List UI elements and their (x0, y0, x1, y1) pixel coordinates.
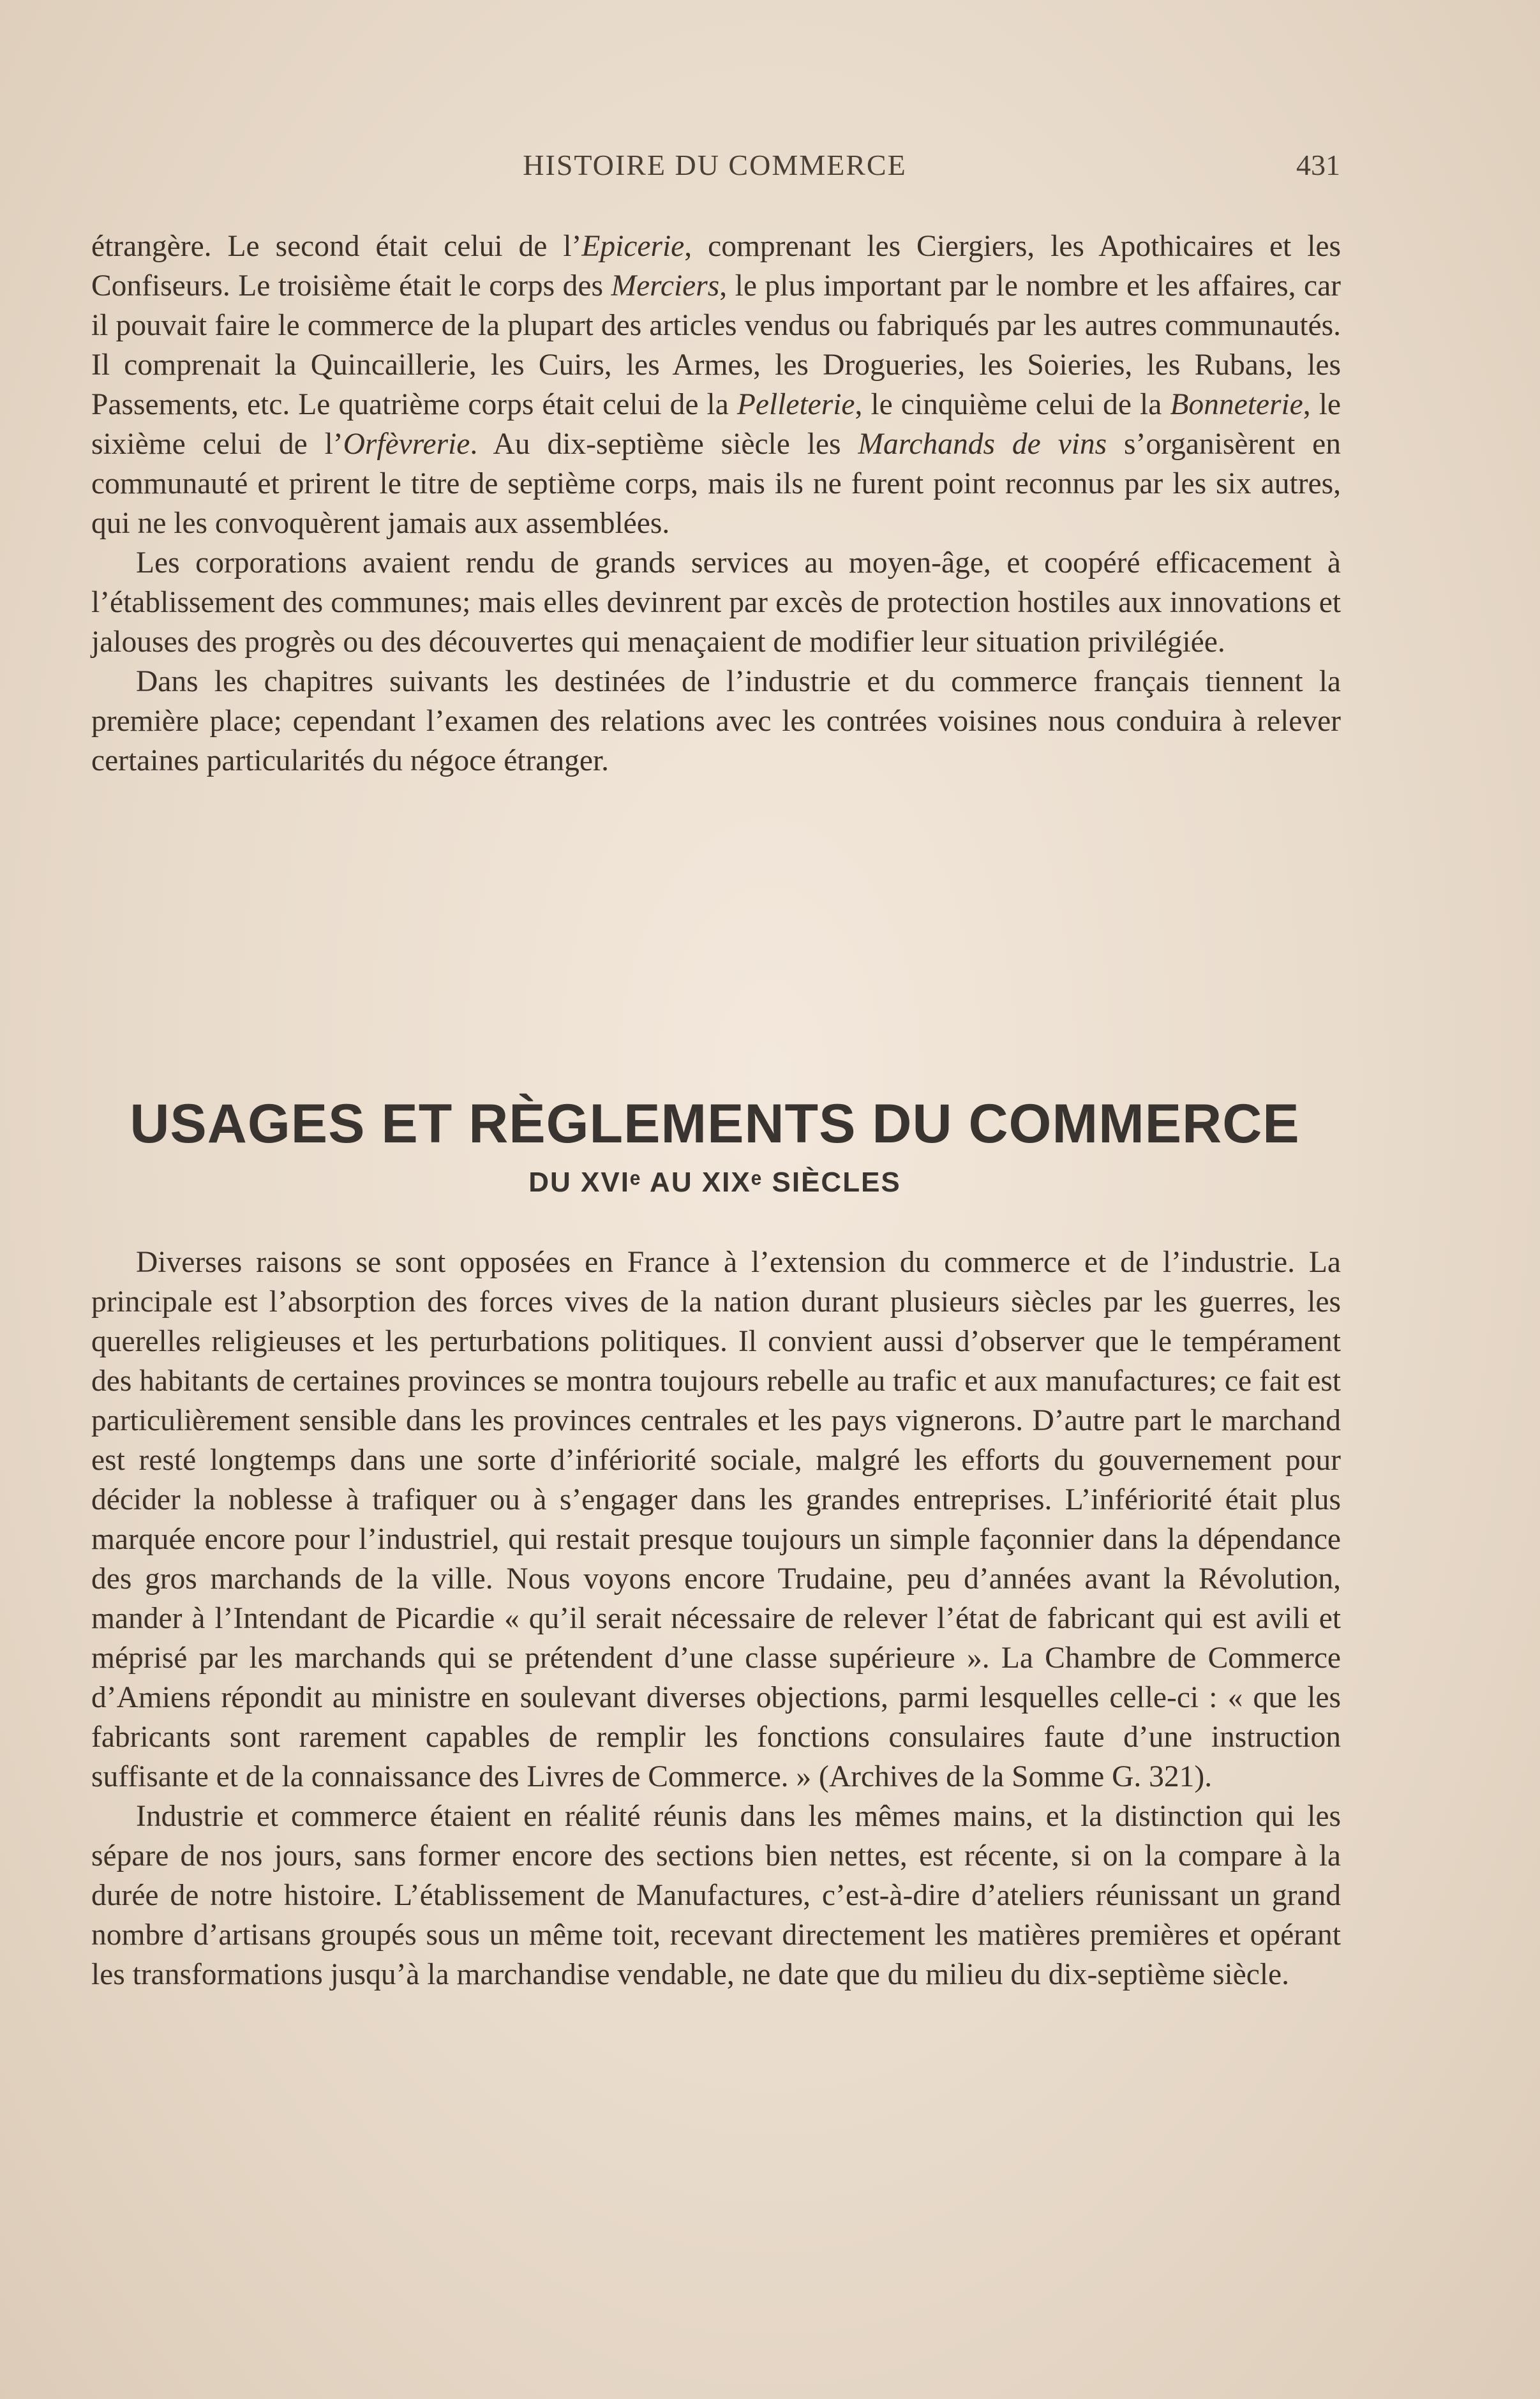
paragraph: Diverses raisons se sont opposées en France à l’extension du commerce et de l’industrie. La principale est l’absorption des forces vives de la nation durant plusieurs siècles par les guerres, les querelles religieuses et les perturbations politiques. Il convient aussi d’observer que le tempérament des habitants de certaines provinces se montra toujours rebelle au trafic et aux manufactures; ce fait est particulièrement sensible dans les provinces centrales et les pays vignerons. D’autre part le marchand est resté longtemps dans une sorte d’infériorité sociale, malgré les efforts du gouvernement pour décider la noblesse à trafiquer ou à s’engager dans les grandes entreprises. L’infériorité était plus marquée encore pour l’industriel, qui restait presque toujours un simple façonnier dans la dépendance des gros marchands de la ville. Nous voyons encore Trudaine, peu d’années avant la Révolution, mander à l’Intendant de Picardie « qu’il serait nécessaire de relever l’état de fabricant qui est avili et méprisé par les marchands qui se prétendent d’une classe supérieure ». La Chambre de Commerce d’Amiens répondit au ministre en soulevant diverses objections, parmi lesquelles celle-ci : « que les fabricants sont rarement capables de remplir les fonctions consulaires faute d’une instruction suffisante et de la connaissance des Livres de Commerce. » (Archives de la Somme G. 321). (91, 1246, 1341, 1793)
section-text-block (91, 1243, 1341, 1994)
section-subtitle: DU XVIᵉ AU XIXᵉ SIÈCLES (528, 1167, 901, 1198)
paragraph: Industrie et commerce étaient en réalité réunis dans les mêmes mains, et la distinction qui les sépare de nos jours, sans former encore des sections bien nettes, est récente, si on la compare à la durée de notre histoire. L’établissement de Manufactures, c’est-à-dire d’ateliers réunissant un grand nombre d’artisans groupés sous un même toit, recevant directement les matières premières et opérant les transformations jusqu’à la marchandise vendable, ne date que du milieu du dix-septième siècle. (91, 1800, 1341, 1991)
running-title: HISTOIRE DU COMMERCE (523, 149, 907, 181)
intro-text-block (91, 227, 1341, 781)
paragraph: Les corporations avaient rendu de grands services au moyen-âge, et coopéré efficacement à l’établissement des communes; mais elles devinrent par excès de protection hostiles aux innovations et jalouses des progrès ou des découvertes qui menaçaient de modifier leur situation privilégiée. (91, 546, 1341, 659)
paragraph: étrangère. Le second était celui de l’Epicerie, comprenant les Ciergiers, les Apothicaires et les Confiseurs. Le troisième était le corps des Merciers, le plus important par le nombre et les affaires, car il pouvait faire le commerce de la plupart des articles vendus ou fabriqués par les autres communautés. Il comprenait la Quincaillerie, les Cuirs, les Armes, les Drogueries, les Soieries, les Rubans, les Passements, etc. Le quatrième corps était celui de la Pelleterie, le cinquième celui de la Bonneterie, le sixième celui de l’Orfèvrerie. Au dix-septième siècle les Marchands de vins s’organisèrent en communauté et prirent le titre de septième corps, mais ils ne furent point reconnus par les six autres, qui ne les convoquèrent jamais aux assemblées. (91, 230, 1342, 540)
page-header (89, 148, 1340, 193)
section-title: USAGES ET RÈGLEMENTS DU COMMERCE (130, 1093, 1300, 1155)
page-number: 431 (1296, 149, 1340, 181)
paragraph: Dans les chapitres suivants les destinées de l’industrie et du commerce français tiennent la première place; cependant l’examen des relations avec les contrées voisines nous conduira à relever certaines particularités du négoce étranger. (91, 665, 1341, 777)
